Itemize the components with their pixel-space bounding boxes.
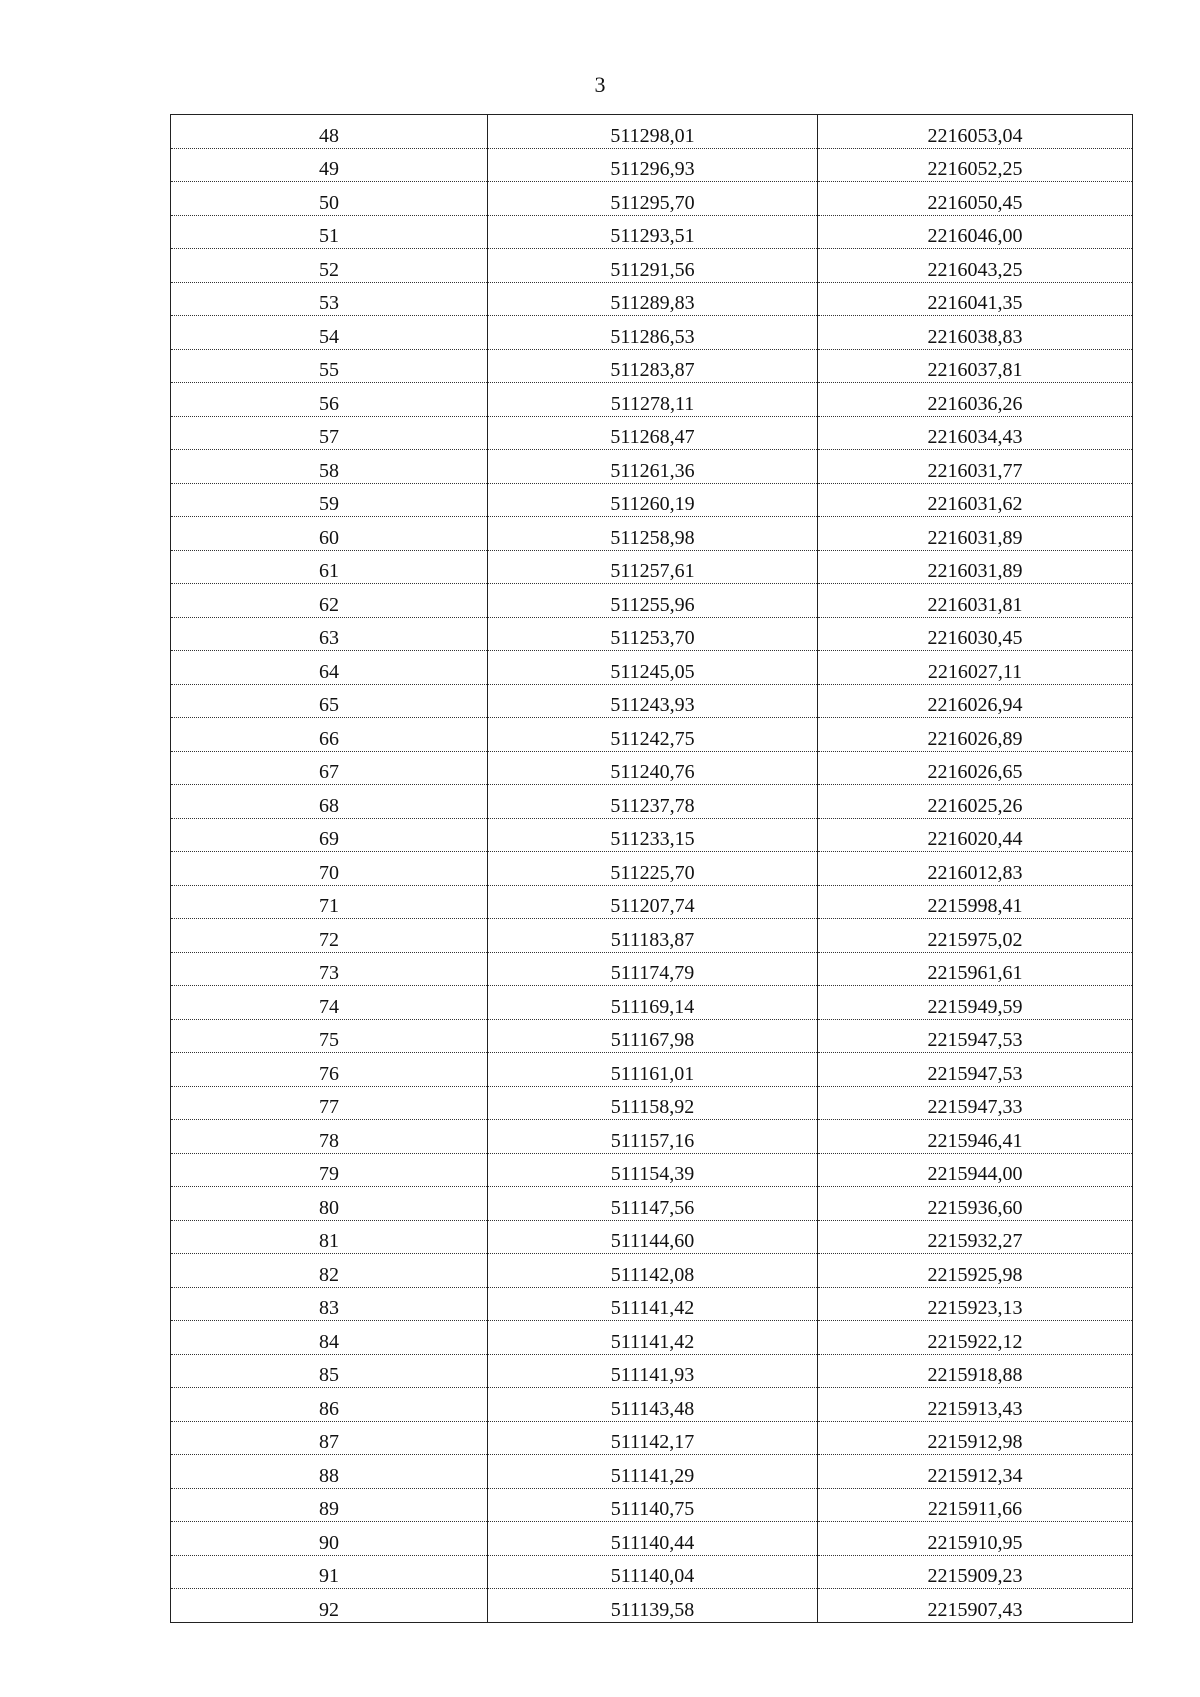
point-number-cell: 66 (171, 718, 488, 752)
y-coordinate-cell: 2215947,53 (818, 1053, 1133, 1087)
x-coordinate-cell: 511141,42 (488, 1321, 818, 1355)
table-row (171, 1287, 1133, 1321)
point-number-cell: 92 (171, 1589, 488, 1623)
y-coordinate-cell: 2215910,95 (818, 1522, 1133, 1556)
table-row (171, 1187, 1133, 1221)
point-number-cell: 67 (171, 751, 488, 785)
table-row (171, 550, 1133, 584)
y-coordinate-cell: 2216027,11 (818, 651, 1133, 685)
table-row (171, 148, 1133, 182)
point-number-cell: 74 (171, 986, 488, 1020)
table-row (171, 1220, 1133, 1254)
table-row (171, 852, 1133, 886)
table-row (171, 1522, 1133, 1556)
x-coordinate-cell: 511154,39 (488, 1153, 818, 1187)
point-number-cell: 83 (171, 1287, 488, 1321)
x-coordinate-cell: 511278,11 (488, 383, 818, 417)
table-row (171, 651, 1133, 685)
point-number-cell: 72 (171, 919, 488, 953)
table-row (171, 1589, 1133, 1623)
x-coordinate-cell: 511291,56 (488, 249, 818, 283)
point-number-cell: 63 (171, 617, 488, 651)
table-row (171, 885, 1133, 919)
table-row (171, 1555, 1133, 1589)
table-row (171, 1120, 1133, 1154)
point-number-cell: 79 (171, 1153, 488, 1187)
y-coordinate-cell: 2215909,23 (818, 1555, 1133, 1589)
y-coordinate-cell: 2216043,25 (818, 249, 1133, 283)
table-row (171, 1019, 1133, 1053)
y-coordinate-cell: 2215925,98 (818, 1254, 1133, 1288)
point-number-cell: 85 (171, 1354, 488, 1388)
y-coordinate-cell: 2215936,60 (818, 1187, 1133, 1221)
point-number-cell: 84 (171, 1321, 488, 1355)
x-coordinate-cell: 511140,04 (488, 1555, 818, 1589)
point-number-cell: 64 (171, 651, 488, 685)
x-coordinate-cell: 511295,70 (488, 182, 818, 216)
table-row (171, 684, 1133, 718)
x-coordinate-cell: 511140,44 (488, 1522, 818, 1556)
y-coordinate-cell: 2216053,04 (818, 115, 1133, 149)
point-number-cell: 78 (171, 1120, 488, 1154)
x-coordinate-cell: 511169,14 (488, 986, 818, 1020)
point-number-cell: 65 (171, 684, 488, 718)
point-number-cell: 60 (171, 517, 488, 551)
y-coordinate-cell: 2216026,65 (818, 751, 1133, 785)
y-coordinate-cell: 2216052,25 (818, 148, 1133, 182)
x-coordinate-cell: 511293,51 (488, 215, 818, 249)
x-coordinate-cell: 511142,17 (488, 1421, 818, 1455)
table-row (171, 182, 1133, 216)
page-number: 3 (594, 72, 606, 97)
table-row (171, 751, 1133, 785)
point-number-cell: 55 (171, 349, 488, 383)
x-coordinate-cell: 511261,36 (488, 450, 818, 484)
point-number-cell: 56 (171, 383, 488, 417)
y-coordinate-cell: 2215911,66 (818, 1488, 1133, 1522)
table-row (171, 1321, 1133, 1355)
y-coordinate-cell: 2215923,13 (818, 1287, 1133, 1321)
y-coordinate-cell: 2216036,26 (818, 383, 1133, 417)
table-row (171, 617, 1133, 651)
y-coordinate-cell: 2215946,41 (818, 1120, 1133, 1154)
y-coordinate-cell: 2215918,88 (818, 1354, 1133, 1388)
y-coordinate-cell: 2215944,00 (818, 1153, 1133, 1187)
table-row (171, 517, 1133, 551)
x-coordinate-cell: 511255,96 (488, 584, 818, 618)
x-coordinate-cell: 511283,87 (488, 349, 818, 383)
y-coordinate-cell: 2216030,45 (818, 617, 1133, 651)
x-coordinate-cell: 511140,75 (488, 1488, 818, 1522)
point-number-cell: 49 (171, 148, 488, 182)
point-number-cell: 82 (171, 1254, 488, 1288)
table-row (171, 986, 1133, 1020)
y-coordinate-cell: 2215932,27 (818, 1220, 1133, 1254)
table-row (171, 316, 1133, 350)
y-coordinate-cell: 2216034,43 (818, 416, 1133, 450)
x-coordinate-cell: 511245,05 (488, 651, 818, 685)
x-coordinate-cell: 511243,93 (488, 684, 818, 718)
x-coordinate-cell: 511268,47 (488, 416, 818, 450)
x-coordinate-cell: 511225,70 (488, 852, 818, 886)
point-number-cell: 48 (171, 115, 488, 149)
point-number-cell: 70 (171, 852, 488, 886)
y-coordinate-cell: 2216026,94 (818, 684, 1133, 718)
x-coordinate-cell: 511157,16 (488, 1120, 818, 1154)
y-coordinate-cell: 2215922,12 (818, 1321, 1133, 1355)
point-number-cell: 57 (171, 416, 488, 450)
point-number-cell: 68 (171, 785, 488, 819)
x-coordinate-cell: 511147,56 (488, 1187, 818, 1221)
table-row (171, 718, 1133, 752)
table-row (171, 1421, 1133, 1455)
table-row (171, 818, 1133, 852)
table-row (171, 249, 1133, 283)
table-row (171, 383, 1133, 417)
x-coordinate-cell: 511237,78 (488, 785, 818, 819)
y-coordinate-cell: 2215913,43 (818, 1388, 1133, 1422)
table-row (171, 349, 1133, 383)
x-coordinate-cell: 511161,01 (488, 1053, 818, 1087)
y-coordinate-cell: 2216025,26 (818, 785, 1133, 819)
point-number-cell: 69 (171, 818, 488, 852)
point-number-cell: 53 (171, 282, 488, 316)
y-coordinate-cell: 2215947,33 (818, 1086, 1133, 1120)
point-number-cell: 86 (171, 1388, 488, 1422)
x-coordinate-cell: 511139,58 (488, 1589, 818, 1623)
y-coordinate-cell: 2216038,83 (818, 316, 1133, 350)
table-row (171, 282, 1133, 316)
x-coordinate-cell: 511289,83 (488, 282, 818, 316)
table-row (171, 115, 1133, 149)
x-coordinate-cell: 511260,19 (488, 483, 818, 517)
point-number-cell: 62 (171, 584, 488, 618)
coordinates-table (170, 114, 1133, 1623)
point-number-cell: 80 (171, 1187, 488, 1221)
point-number-cell: 50 (171, 182, 488, 216)
point-number-cell: 88 (171, 1455, 488, 1489)
point-number-cell: 89 (171, 1488, 488, 1522)
y-coordinate-cell: 2215912,98 (818, 1421, 1133, 1455)
point-number-cell: 58 (171, 450, 488, 484)
table-row (171, 483, 1133, 517)
table-row (171, 1086, 1133, 1120)
y-coordinate-cell: 2216031,89 (818, 550, 1133, 584)
table-row (171, 1354, 1133, 1388)
table-row (171, 952, 1133, 986)
table-row (171, 215, 1133, 249)
y-coordinate-cell: 2215907,43 (818, 1589, 1133, 1623)
table-row (171, 1254, 1133, 1288)
table-row (171, 1388, 1133, 1422)
table-row (171, 1053, 1133, 1087)
y-coordinate-cell: 2216041,35 (818, 282, 1133, 316)
table-row (171, 450, 1133, 484)
point-number-cell: 71 (171, 885, 488, 919)
x-coordinate-cell: 511141,29 (488, 1455, 818, 1489)
x-coordinate-cell: 511142,08 (488, 1254, 818, 1288)
y-coordinate-cell: 2215947,53 (818, 1019, 1133, 1053)
point-number-cell: 77 (171, 1086, 488, 1120)
coordinates-table-body (171, 115, 1133, 1623)
table-row (171, 1455, 1133, 1489)
point-number-cell: 75 (171, 1019, 488, 1053)
x-coordinate-cell: 511167,98 (488, 1019, 818, 1053)
x-coordinate-cell: 511144,60 (488, 1220, 818, 1254)
y-coordinate-cell: 2215949,59 (818, 986, 1133, 1020)
x-coordinate-cell: 511233,15 (488, 818, 818, 852)
table-row (171, 785, 1133, 819)
x-coordinate-cell: 511286,53 (488, 316, 818, 350)
x-coordinate-cell: 511258,98 (488, 517, 818, 551)
y-coordinate-cell: 2216020,44 (818, 818, 1133, 852)
x-coordinate-cell: 511141,93 (488, 1354, 818, 1388)
y-coordinate-cell: 2216046,00 (818, 215, 1133, 249)
table-row (171, 1153, 1133, 1187)
y-coordinate-cell: 2216037,81 (818, 349, 1133, 383)
y-coordinate-cell: 2216050,45 (818, 182, 1133, 216)
y-coordinate-cell: 2216031,62 (818, 483, 1133, 517)
point-number-cell: 76 (171, 1053, 488, 1087)
point-number-cell: 52 (171, 249, 488, 283)
x-coordinate-cell: 511183,87 (488, 919, 818, 953)
point-number-cell: 73 (171, 952, 488, 986)
point-number-cell: 81 (171, 1220, 488, 1254)
point-number-cell: 91 (171, 1555, 488, 1589)
point-number-cell: 61 (171, 550, 488, 584)
y-coordinate-cell: 2215961,61 (818, 952, 1133, 986)
y-coordinate-cell: 2215975,02 (818, 919, 1133, 953)
table-row (171, 1488, 1133, 1522)
x-coordinate-cell: 511207,74 (488, 885, 818, 919)
x-coordinate-cell: 511240,76 (488, 751, 818, 785)
x-coordinate-cell: 511253,70 (488, 617, 818, 651)
y-coordinate-cell: 2215912,34 (818, 1455, 1133, 1489)
table-row (171, 416, 1133, 450)
x-coordinate-cell: 511242,75 (488, 718, 818, 752)
y-coordinate-cell: 2216031,77 (818, 450, 1133, 484)
x-coordinate-cell: 511158,92 (488, 1086, 818, 1120)
y-coordinate-cell: 2216031,81 (818, 584, 1133, 618)
y-coordinate-cell: 2215998,41 (818, 885, 1133, 919)
point-number-cell: 87 (171, 1421, 488, 1455)
y-coordinate-cell: 2216026,89 (818, 718, 1133, 752)
x-coordinate-cell: 511174,79 (488, 952, 818, 986)
x-coordinate-cell: 511143,48 (488, 1388, 818, 1422)
x-coordinate-cell: 511296,93 (488, 148, 818, 182)
x-coordinate-cell: 511298,01 (488, 115, 818, 149)
point-number-cell: 90 (171, 1522, 488, 1556)
point-number-cell: 51 (171, 215, 488, 249)
table-row (171, 584, 1133, 618)
x-coordinate-cell: 511141,42 (488, 1287, 818, 1321)
y-coordinate-cell: 2216031,89 (818, 517, 1133, 551)
table-row (171, 919, 1133, 953)
x-coordinate-cell: 511257,61 (488, 550, 818, 584)
point-number-cell: 59 (171, 483, 488, 517)
y-coordinate-cell: 2216012,83 (818, 852, 1133, 886)
point-number-cell: 54 (171, 316, 488, 350)
